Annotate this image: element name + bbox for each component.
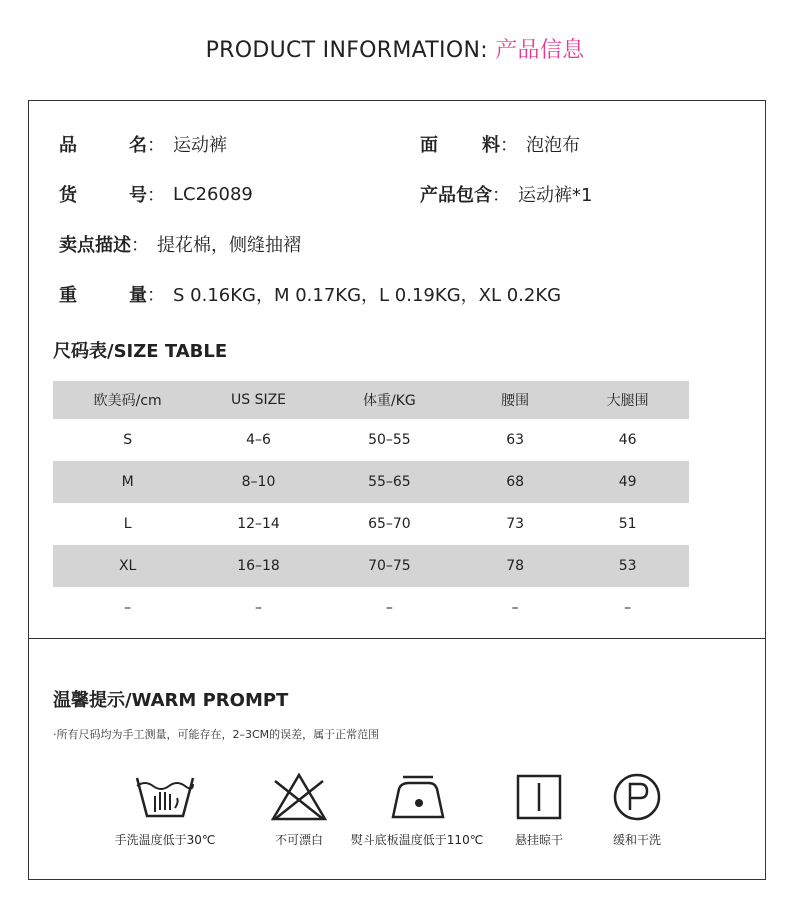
fabric-label: 面 料 bbox=[420, 135, 500, 156]
selling-label: 卖点描述 bbox=[59, 235, 131, 256]
measurement-note: ·所有尺码均为手工测量，可能存在，2–3CM的误差，属于正常范围 bbox=[53, 728, 380, 741]
table-row bbox=[53, 461, 689, 503]
care-item-dry-clean bbox=[597, 769, 677, 848]
table-cell: 70–75 bbox=[368, 558, 411, 574]
table-cell: 73 bbox=[506, 516, 525, 532]
info-row-weight: 重 量 ： S 0.16KG，M 0.17KG，L 0.19KG，XL 0.2KG bbox=[59, 281, 561, 307]
care-caption: 手洗温度低于30℃ bbox=[114, 833, 216, 847]
hand-wash-icon bbox=[105, 769, 225, 825]
info-row-name: 品 名 ： 运动裤 bbox=[59, 131, 227, 157]
header-cell: 大腿围 bbox=[606, 393, 649, 409]
weight-value: S 0.16KG，M 0.17KG，L 0.19KG，XL 0.2KG bbox=[173, 285, 562, 306]
page-header bbox=[0, 33, 790, 64]
header-title-cn: 产品信息 bbox=[495, 38, 585, 63]
header-cell: 欧美码/cm bbox=[93, 393, 162, 409]
table-cell: XL bbox=[118, 558, 137, 574]
table-cell: 68 bbox=[506, 474, 525, 490]
table-cell: 12–14 bbox=[237, 516, 280, 532]
fabric-value: 泡泡布 bbox=[526, 135, 580, 156]
package-label: 产品包含 bbox=[420, 185, 492, 206]
item-no-value: LC26089 bbox=[173, 183, 253, 205]
care-caption: 悬挂晾干 bbox=[514, 833, 563, 847]
table-cell: – bbox=[624, 600, 632, 616]
info-row-package: 产品包含 ： 运动裤*1 bbox=[420, 181, 592, 207]
care-item-iron bbox=[347, 769, 487, 848]
table-cell: L bbox=[123, 516, 132, 532]
header-cell: 体重/KG bbox=[363, 393, 416, 409]
table-cell: 16–18 bbox=[237, 558, 280, 574]
table-row bbox=[53, 587, 689, 629]
selling-value: 提花棉，侧缝抽褶 bbox=[157, 235, 301, 256]
package-value: 运动裤*1 bbox=[518, 185, 593, 206]
item-no-label: 货 号 bbox=[59, 185, 147, 206]
section-divider bbox=[29, 638, 765, 639]
care-caption: 不可漂白 bbox=[274, 833, 323, 847]
info-row-item-no: 货 号 ： LC26089 bbox=[59, 181, 253, 207]
no-bleach-icon bbox=[251, 769, 347, 825]
table-cell: 46 bbox=[618, 432, 637, 448]
care-item-hang-dry bbox=[499, 769, 579, 848]
size-table-header-row bbox=[53, 381, 689, 419]
table-cell: M bbox=[121, 474, 134, 490]
header-cell: US SIZE bbox=[230, 392, 287, 408]
care-item-no-bleach bbox=[251, 769, 347, 848]
table-cell: – bbox=[255, 600, 263, 616]
header-title-en: PRODUCT INFORMATION: bbox=[205, 38, 496, 63]
table-cell: S bbox=[123, 432, 133, 448]
table-cell: 65–70 bbox=[368, 516, 411, 532]
table-cell: 4–6 bbox=[246, 432, 271, 448]
info-row-fabric: 面 料 ： 泡泡布 bbox=[420, 131, 580, 157]
table-cell: 78 bbox=[506, 558, 525, 574]
header-cell: 腰围 bbox=[501, 393, 530, 409]
hang-dry-icon bbox=[499, 769, 579, 825]
dry-clean-p-icon bbox=[597, 769, 677, 825]
name-label: 品 名 bbox=[59, 135, 147, 156]
info-row-selling: 卖点描述 ： 提花棉，侧缝抽褶 bbox=[59, 231, 301, 257]
table-cell: 63 bbox=[506, 432, 525, 448]
table-row bbox=[53, 503, 689, 545]
size-table-title: 尺码表/SIZE TABLE bbox=[53, 341, 228, 362]
table-row bbox=[53, 545, 689, 587]
table-row bbox=[53, 419, 689, 461]
name-value: 运动裤 bbox=[173, 135, 227, 156]
care-caption: 缓和干洗 bbox=[612, 833, 661, 847]
warm-prompt-title: 温馨提示/WARM PROMPT bbox=[53, 690, 289, 711]
table-cell: – bbox=[385, 600, 393, 616]
table-cell: 51 bbox=[618, 516, 637, 532]
weight-label: 重 量 bbox=[59, 285, 147, 306]
product-info-box bbox=[28, 100, 766, 880]
table-cell: 53 bbox=[618, 558, 637, 574]
iron-icon bbox=[347, 769, 487, 825]
care-caption: 熨斗底板温度低于110℃ bbox=[350, 833, 484, 847]
table-cell: 55–65 bbox=[368, 474, 411, 490]
table-cell: – bbox=[511, 600, 519, 616]
table-cell: 50–55 bbox=[368, 432, 411, 448]
table-cell: 49 bbox=[618, 474, 637, 490]
table-cell: – bbox=[124, 600, 132, 616]
care-item-hand-wash bbox=[105, 769, 225, 848]
size-table bbox=[53, 381, 689, 629]
table-cell: 8–10 bbox=[241, 474, 276, 490]
